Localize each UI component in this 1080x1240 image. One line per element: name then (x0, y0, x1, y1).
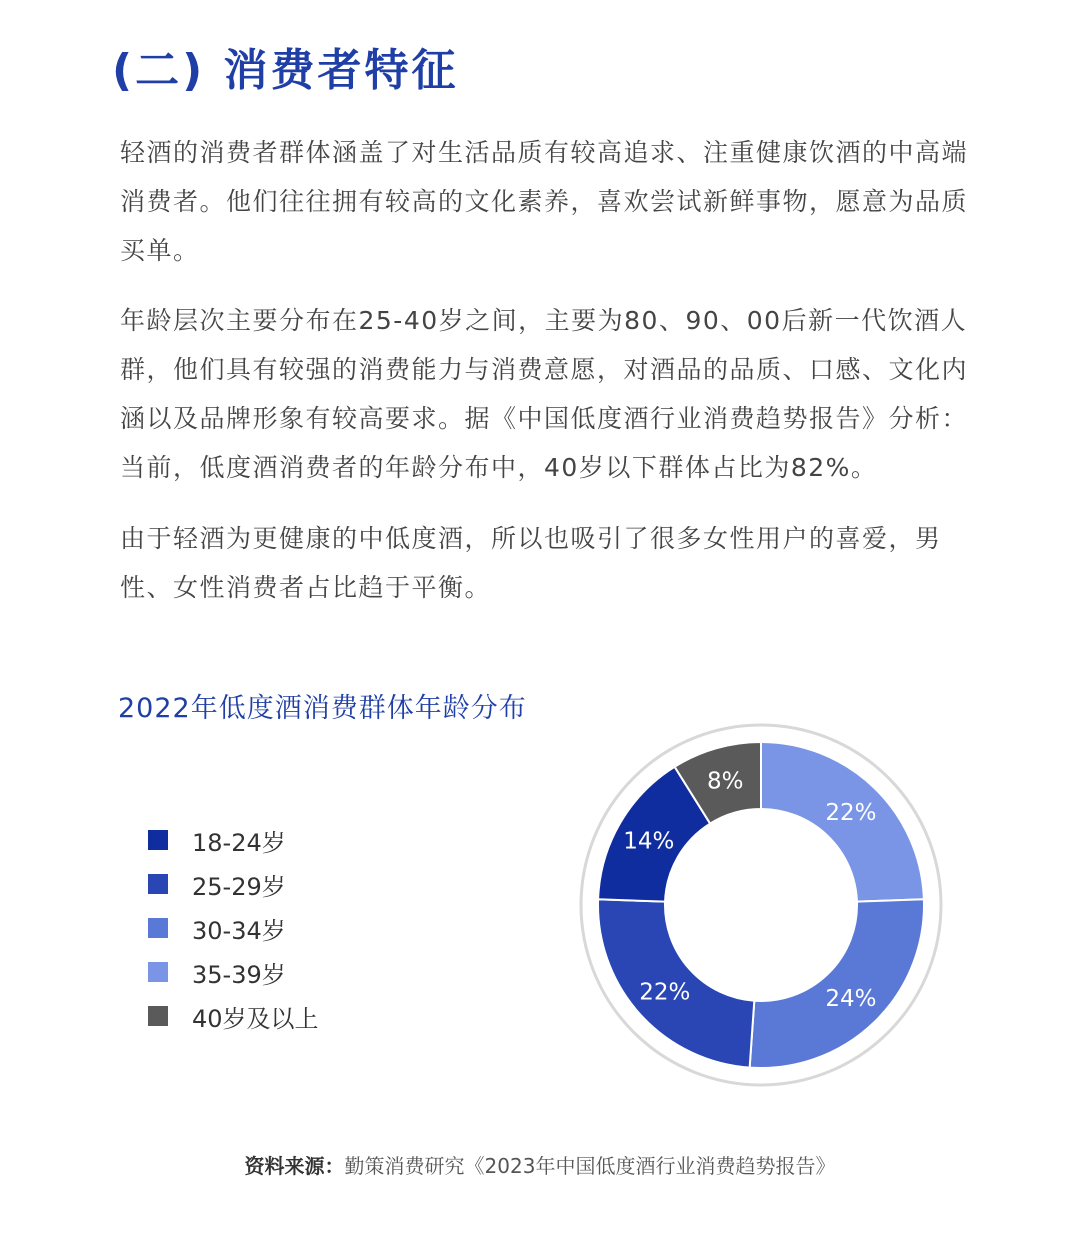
legend-swatch (148, 962, 168, 982)
chart-title: 2022年低度酒消费群体年龄分布 (118, 693, 527, 724)
donut-slice-label: 8% (707, 768, 744, 795)
legend-label: 25-29岁 (192, 872, 286, 901)
legend-item (148, 906, 319, 950)
legend-swatch (148, 1006, 168, 1026)
donut-slice-label: 14% (623, 828, 675, 855)
legend-label: 30-34岁 (192, 916, 286, 945)
legend-swatch (148, 918, 168, 938)
chart-legend (148, 818, 319, 1038)
legend-item (148, 994, 319, 1038)
source-label: 资料来源： (244, 1154, 345, 1178)
legend-label: 35-39岁 (192, 960, 286, 989)
donut-slice (750, 899, 924, 1068)
source-note (0, 1150, 1080, 1179)
paragraph-intro: 轻酒的消费者群体涵盖了对生活品质有较高追求、注重健康饮酒的中高端消费者。他们往往拥有较高的文化素养，喜欢尝试新鲜事物，愿意为品质买单。 (120, 138, 969, 265)
legend-swatch (148, 830, 168, 850)
source-text: 勤策消费研究《2023年中国低度酒行业消费趋势报告》 (344, 1154, 836, 1178)
donut-slice-label: 22% (639, 979, 691, 1006)
legend-swatch (148, 874, 168, 894)
legend-label: 40岁及以上 (192, 1004, 319, 1033)
paragraph-gender: 由于轻酒为更健康的中低度酒，所以也吸引了很多女性用户的喜爱，男性、女性消费者占比趋于平衡。 (120, 524, 942, 602)
legend-item (148, 862, 319, 906)
donut-slice-label: 24% (825, 986, 877, 1013)
legend-item (148, 950, 319, 994)
legend-item (148, 818, 319, 862)
legend-label: 18-24岁 (192, 828, 286, 857)
donut-chart (578, 722, 944, 1088)
donut-slice-label: 22% (825, 799, 877, 826)
section-title: (二) 消费者特征 (112, 45, 459, 96)
paragraph-age: 年龄层次主要分布在25-40岁之间，主要为80、90、00后新一代饮酒人群，他们具有较强的消费能力与消费意愿，对酒品的品质、口感、文化内涵以及品牌形象有较高要求。据《中国低度酒行业消费趋势报告》分析：当前，低度酒消费者的年龄分布中，40岁以下群体占比为82%。 (120, 306, 969, 482)
